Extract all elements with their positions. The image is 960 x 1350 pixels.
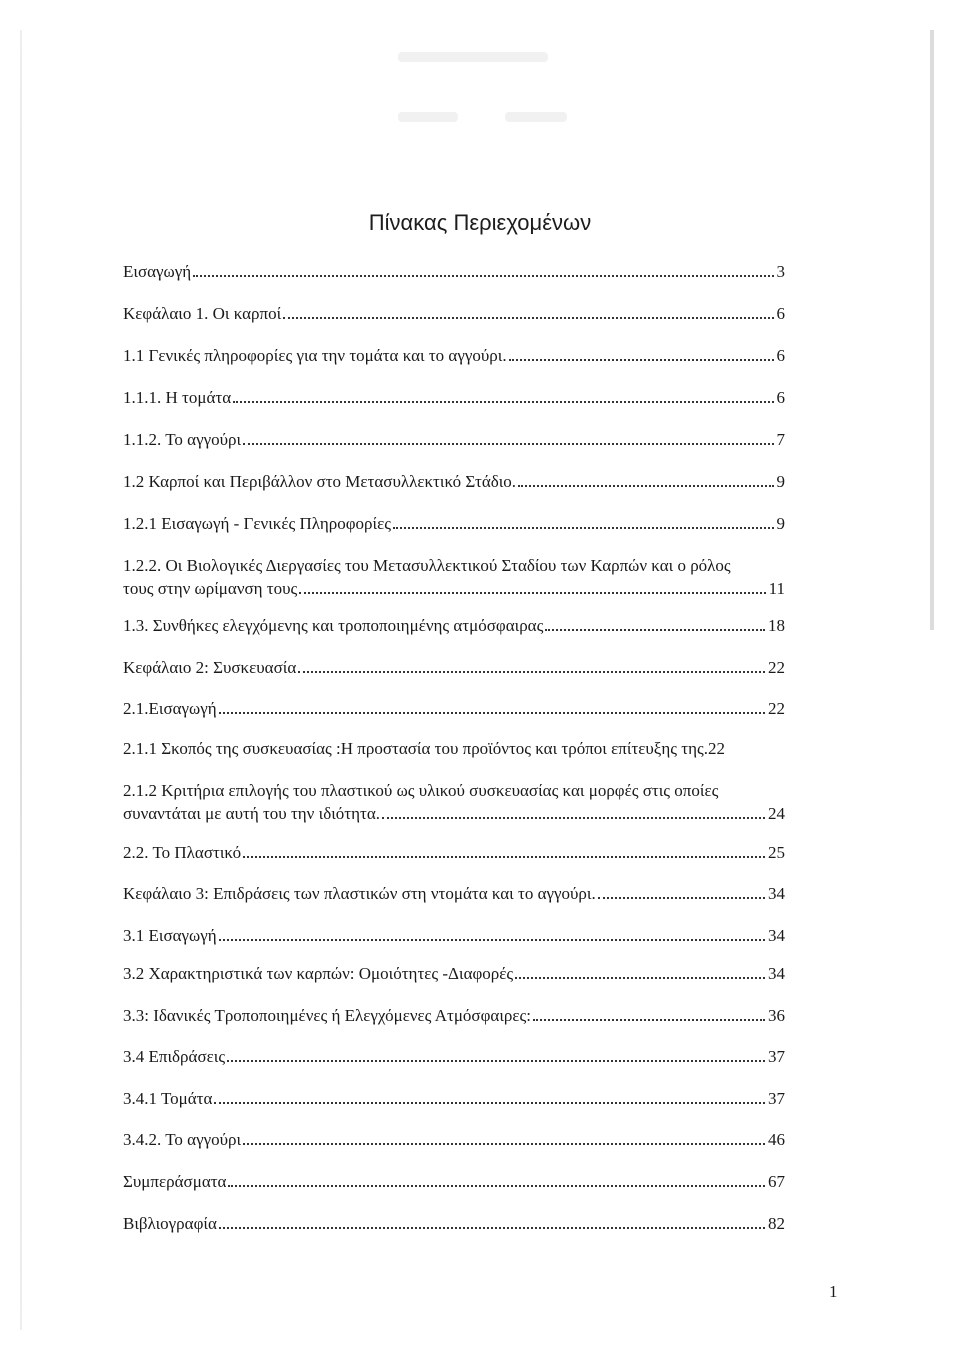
toc-entry[interactable] — [123, 842, 785, 864]
toc-entry[interactable] — [123, 779, 785, 825]
toc-entry[interactable] — [123, 615, 785, 637]
toc-entry-page: 82 — [768, 1214, 785, 1233]
bleed-through-mark — [398, 112, 458, 122]
dot-leader — [509, 359, 774, 361]
toc-entry[interactable] — [123, 1005, 785, 1027]
page-number: 1 — [829, 1282, 838, 1301]
dot-leader — [515, 977, 765, 979]
toc-entry[interactable] — [123, 471, 785, 493]
toc-entry-page: 3 — [776, 262, 785, 281]
toc-entry-text: Βιβλιογραφία — [123, 1214, 217, 1233]
toc-entry-page: 46 — [768, 1130, 785, 1149]
toc-entry[interactable] — [123, 1046, 785, 1068]
toc-entry-text: 3.3: Ιδανικές Τροποποιημένες ή Ελεγχόμενες Ατμόσφαιρες: — [123, 1006, 531, 1025]
toc-title: Πίνακας Περιεχομένων — [368, 210, 592, 235]
dot-leader — [393, 527, 774, 529]
toc-entry[interactable] — [123, 925, 785, 947]
toc-entry-page: 6 — [776, 304, 785, 323]
toc-entry-page: 9 — [776, 472, 785, 491]
toc-entry-text: 1.1 Γενικές πληροφορίες για την τομάτα και το αγγούρι. — [123, 346, 507, 365]
toc-entry[interactable] — [123, 345, 785, 367]
dot-leader — [299, 592, 765, 594]
toc-entry-text: 2.1.1 Σκοπός της συσκευασίας :Η προστασία του προϊόντος και τρόποι επίτευξης της. — [123, 739, 708, 758]
toc-entry-page: 6 — [776, 388, 785, 407]
toc-entry-text-line1: 2.1.2 Κριτήρια επιλογής του πλαστικού ως υλικού συσκευασίας και μορφές στις οποίες — [123, 781, 719, 800]
toc-entry[interactable] — [123, 1129, 785, 1151]
toc-entry[interactable] — [123, 303, 785, 325]
toc-entry-text: 1.3. Συνθήκες ελεγχόμενης και τροποποιημένης ατμόσφαιρας — [123, 616, 544, 635]
bleed-through-mark — [398, 52, 548, 62]
dot-leader — [228, 1185, 765, 1187]
dot-leader — [219, 1227, 765, 1229]
toc-entry-text: 3.2 Χαρακτηριστικά των καρπών: Ομοιότητες -Διαφορές — [123, 964, 514, 983]
toc-entry-text-line1: 1.2.2. Οι Βιολογικές Διεργασίες του Μετασυλλεκτικού Σταδίου των Καρπών και ο ρόλος — [123, 556, 731, 575]
toc-entry-page: 24 — [768, 804, 785, 823]
toc-entry-page: 34 — [768, 926, 785, 945]
toc-entry-page: 67 — [768, 1172, 785, 1191]
toc-entry-text: Κεφάλαιο 1. Οι καρποί — [123, 304, 282, 323]
toc-entry[interactable] — [123, 513, 785, 535]
dot-leader — [233, 401, 773, 403]
toc-entry[interactable] — [123, 657, 785, 679]
toc-entry-page: 22 — [768, 699, 785, 718]
toc-entry-text: 1.2.1 Εισαγωγή - Γενικές Πληροφορίες — [123, 514, 391, 533]
dot-leader — [283, 317, 773, 319]
toc-entry-page: 18 — [768, 616, 785, 635]
scan-edge-right — [930, 30, 934, 630]
toc-entry-text: Κεφάλαιο 2: Συσκευασία — [123, 658, 297, 677]
toc-entry-page: 37 — [768, 1047, 785, 1066]
dot-leader — [243, 856, 765, 858]
dot-leader — [382, 817, 765, 819]
toc-entry[interactable] — [123, 1088, 785, 1110]
toc-entry[interactable] — [123, 261, 785, 283]
toc-entry-page: 34 — [768, 884, 785, 903]
dot-leader — [545, 629, 765, 631]
toc-entry-page: 36 — [768, 1006, 785, 1025]
toc-entry[interactable] — [123, 738, 785, 760]
toc-entry-page: 7 — [776, 430, 785, 449]
toc-entry-page: 22 — [768, 658, 785, 677]
toc-entry-page: 11 — [768, 579, 785, 598]
toc-entry-text: 3.4.2. Το αγγούρι — [123, 1130, 242, 1149]
toc-entry-text: τους στην ωρίμανση τους — [123, 579, 298, 598]
bleed-through-mark — [505, 112, 567, 122]
toc-entry-text: Κεφάλαιο 3: Επιδράσεις των πλαστικών στη ντομάτα και το αγγούρι. — [123, 884, 596, 903]
dot-leader — [219, 712, 765, 714]
toc-entry-page: 37 — [768, 1089, 785, 1108]
toc-entry-text: 1.1.2. Το αγγούρι — [123, 430, 242, 449]
toc-entry-page: 22 — [707, 739, 725, 758]
toc-entry[interactable] — [123, 1213, 785, 1235]
toc-entry[interactable] — [123, 698, 785, 720]
toc-entry-text: Συμπεράσματα — [123, 1172, 227, 1191]
toc-entry-text: 3.4.1 Τομάτα — [123, 1089, 213, 1108]
toc-entry[interactable] — [123, 429, 785, 451]
toc-entry-page: 9 — [776, 514, 785, 533]
dot-leader — [298, 671, 765, 673]
toc-entry[interactable] — [123, 963, 785, 985]
toc-entry-text: 2.2. Το Πλαστικό — [123, 843, 242, 862]
dot-leader — [533, 1019, 765, 1021]
toc-entry[interactable] — [123, 883, 785, 905]
toc-entry-text: συναντάται με αυτή του την ιδιότητα. — [123, 804, 380, 823]
toc-entry-text: 3.1 Εισαγωγή — [123, 926, 217, 945]
toc-entry[interactable] — [123, 387, 785, 409]
dot-leader — [243, 1143, 765, 1145]
toc-entry-page: 34 — [768, 964, 785, 983]
dot-leader — [227, 1060, 765, 1062]
dot-leader — [598, 897, 765, 899]
toc-entry-text: 1.2 Καρποί και Περιβάλλον στο Μετασυλλεκτικό Στάδιο. — [123, 472, 517, 491]
dot-leader — [518, 485, 773, 487]
dot-leader — [243, 443, 773, 445]
toc-entry-text: 2.1.Εισαγωγή — [123, 699, 217, 718]
toc-entry[interactable] — [123, 1171, 785, 1193]
toc-entry-page: 25 — [768, 843, 785, 862]
toc-entry-text: 1.1.1. Η τομάτα — [123, 388, 232, 407]
toc-entry-text: Εισαγωγή — [123, 262, 192, 281]
toc-entry[interactable] — [123, 554, 785, 600]
dot-leader — [193, 275, 773, 277]
toc-entry-text: 3.4 Επιδράσεις — [123, 1047, 226, 1066]
dot-leader — [214, 1102, 765, 1104]
dot-leader — [219, 939, 765, 941]
toc-entry-page: 6 — [776, 346, 785, 365]
